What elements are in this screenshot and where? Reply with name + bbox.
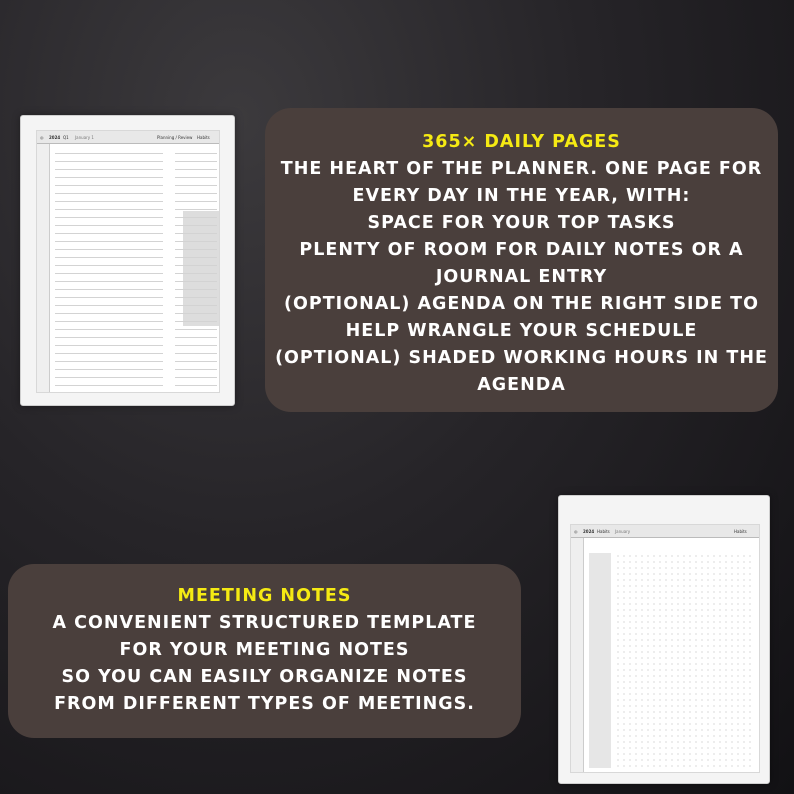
agenda-line xyxy=(175,289,217,290)
page-icon-2: ◎ xyxy=(574,529,578,534)
agenda-line xyxy=(175,377,217,378)
notes-year: 2024 xyxy=(583,529,595,534)
daily-line-6: (OPTIONAL) AGENDA ON THE RIGHT SIDE TO xyxy=(284,294,759,314)
agenda-line xyxy=(175,241,217,242)
daily-page-screen xyxy=(36,130,220,393)
ruled-line xyxy=(55,257,163,258)
daily-date: January 1 xyxy=(75,135,94,140)
ruled-line xyxy=(55,217,163,218)
ruled-line xyxy=(55,193,163,194)
agenda-line xyxy=(175,185,217,186)
daily-sidebar xyxy=(37,144,50,392)
daily-tabs: Planning / Review xyxy=(157,135,193,140)
agenda-line xyxy=(175,153,217,154)
daily-page-tablet-mockup xyxy=(20,115,235,406)
ruled-line xyxy=(55,289,163,290)
agenda-line xyxy=(175,209,217,210)
agenda-line xyxy=(175,161,217,162)
ruled-line xyxy=(55,329,163,330)
daily-pages-title: 365× DAILY PAGES xyxy=(422,132,621,152)
dot-grid xyxy=(615,553,755,768)
notes-section: Habits xyxy=(597,529,610,534)
ruled-line xyxy=(55,265,163,266)
daily-pages-panel xyxy=(265,108,778,412)
ruled-line xyxy=(55,369,163,370)
ruled-line xyxy=(55,185,163,186)
daily-page-header xyxy=(37,131,219,144)
agenda-line xyxy=(175,281,217,282)
page-icon: ◎ xyxy=(40,135,44,140)
daily-line-1: THE HEART OF THE PLANNER. ONE PAGE FOR xyxy=(280,159,763,179)
daily-line-8: (OPTIONAL) SHADED WORKING HOURS IN THE xyxy=(275,348,768,368)
agenda-line xyxy=(175,217,217,218)
meeting-line-1: A CONVENIENT STRUCTURED TEMPLATE xyxy=(52,613,477,633)
ruled-line xyxy=(55,161,163,162)
agenda-line xyxy=(175,177,217,178)
ruled-line xyxy=(55,345,163,346)
meeting-line-3: SO YOU CAN EASILY ORGANIZE NOTES xyxy=(61,667,468,687)
daily-line-2: EVERY DAY IN THE YEAR, WITH: xyxy=(352,186,691,206)
agenda-line xyxy=(175,321,217,322)
agenda-line xyxy=(175,233,217,234)
daily-quarter: Q1 xyxy=(63,135,69,140)
agenda-line xyxy=(175,369,217,370)
ruled-line xyxy=(55,241,163,242)
ruled-line xyxy=(55,209,163,210)
agenda-line xyxy=(175,305,217,306)
daily-line-9: AGENDA xyxy=(477,375,566,395)
agenda-line xyxy=(175,385,217,386)
agenda-line xyxy=(175,345,217,346)
working-hours-shade xyxy=(183,211,219,326)
agenda-line xyxy=(175,353,217,354)
daily-line-7: HELP WRANGLE YOUR SCHEDULE xyxy=(345,321,698,341)
agenda-line xyxy=(175,265,217,266)
day-list-column xyxy=(589,553,611,768)
meeting-notes-title: MEETING NOTES xyxy=(177,586,352,606)
ruled-line xyxy=(55,385,163,386)
notes-month: January xyxy=(615,529,631,534)
agenda-line xyxy=(175,329,217,330)
agenda-line xyxy=(175,313,217,314)
habits-screen xyxy=(570,524,760,773)
ruled-line xyxy=(55,153,163,154)
daily-line-3: SPACE FOR YOUR TOP TASKS xyxy=(367,213,676,233)
agenda-line xyxy=(175,169,217,170)
daily-line-4: PLENTY OF ROOM FOR DAILY NOTES OR A xyxy=(299,240,744,260)
ruled-line xyxy=(55,353,163,354)
daily-habits-tab: Habits xyxy=(197,135,210,140)
ruled-line xyxy=(55,273,163,274)
agenda-line xyxy=(175,193,217,194)
habits-tablet-mockup xyxy=(558,495,770,784)
meeting-line-4: FROM DIFFERENT TYPES OF MEETINGS. xyxy=(54,694,475,714)
agenda-line xyxy=(175,257,217,258)
meeting-line-2: FOR YOUR MEETING NOTES xyxy=(119,640,410,660)
ruled-line xyxy=(55,377,163,378)
agenda-line xyxy=(175,361,217,362)
habits-header xyxy=(571,525,759,538)
agenda-line xyxy=(175,249,217,250)
meeting-notes-panel xyxy=(8,564,521,738)
ruled-line xyxy=(55,177,163,178)
agenda-line xyxy=(175,337,217,338)
agenda-line xyxy=(175,201,217,202)
notes-sidebar xyxy=(571,538,584,772)
ruled-line xyxy=(55,361,163,362)
agenda-line xyxy=(175,297,217,298)
ruled-line xyxy=(55,281,163,282)
agenda-line xyxy=(175,225,217,226)
daily-year: 2024 xyxy=(49,135,61,140)
notes-habits-tab: Habits xyxy=(734,529,747,534)
ruled-line xyxy=(55,305,163,306)
ruled-line xyxy=(55,249,163,250)
ruled-line xyxy=(55,233,163,234)
ruled-line xyxy=(55,225,163,226)
ruled-line xyxy=(55,201,163,202)
daily-line-5: JOURNAL ENTRY xyxy=(435,267,608,287)
ruled-line xyxy=(55,321,163,322)
ruled-line xyxy=(55,313,163,314)
agenda-line xyxy=(175,273,217,274)
ruled-line xyxy=(55,337,163,338)
ruled-line xyxy=(55,297,163,298)
ruled-line xyxy=(55,169,163,170)
